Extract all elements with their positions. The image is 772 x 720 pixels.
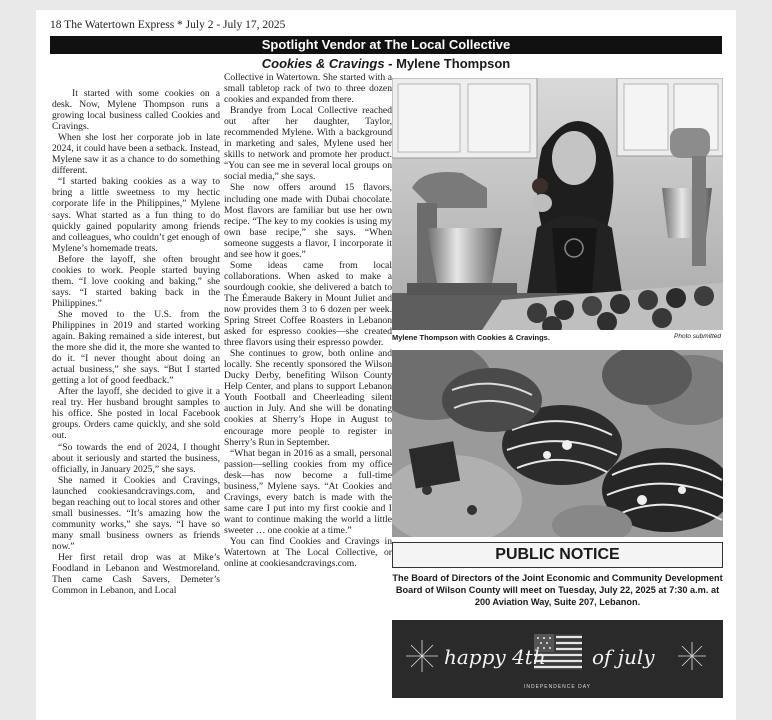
paragraph: Collective in Watertown. She started with a small tabletop rack of two to three dozen cookies and expanded from there. bbox=[224, 72, 392, 106]
newspaper-page bbox=[36, 10, 736, 720]
public-notice-title: PUBLIC NOTICE bbox=[392, 542, 723, 568]
independence-day-ad bbox=[392, 620, 723, 698]
paragraph: She continues to grow, both online and locally. She recently sponsored the Wilson Ducky Derby, benefiting Wilson County Help Center, and plans to support Lebanon Youth Football and Cheerleading silent auction in July. And she will be donating cookies at Sherry’s Hope in August to encourage more people to register in Sherry’s Run in September. bbox=[224, 348, 392, 448]
paragraph: Before the layoff, she often brought cookies to work. People started buying them. “I love cooking and baking,” she says. “I started baking back in the Philippines.” bbox=[52, 253, 220, 309]
article-column-2 bbox=[224, 72, 392, 569]
photo-caption bbox=[392, 333, 723, 345]
section-banner: Spotlight Vendor at The Local Collective bbox=[50, 36, 722, 54]
paragraph: Her first retail drop was at Mike’s Foodland in Lebanon and Westmoreland. Then came Cash Savers, Demeter’s Common in Lebanon, and Local bbox=[52, 551, 220, 597]
vendor-photo-illustration bbox=[392, 78, 723, 330]
paragraph: Brandye from Local Collective reached out after her daughter, Taylor, recommended Mylene. With a background in marketing and sales, Mylene used her skills to network and promote her product. “You can see me in several local groups on social media,” she says. bbox=[224, 105, 392, 183]
ad-script-right: of july bbox=[592, 645, 655, 669]
page-folio: 18 The Watertown Express * July 2 - July 17, 2025 bbox=[50, 19, 286, 31]
paragraph: Some ideas came from local collaborations. When asked to make a sourdough cookie, she delivered a batch to The Émeraude Bakery in Mount Juliet and now provides them 3 to 6 dozen per week. Spring Street Coffee Roasters in Lebanon asked for espresso cookies—she created three flavors using their espresso powder. bbox=[224, 259, 392, 349]
headline-person: Mylene Thompson bbox=[396, 56, 511, 71]
paragraph: After the layoff, she decided to give it a real try. Her husband brought samples to his office. She posted in local Facebook groups. Orders came quickly, and she sold out. bbox=[52, 386, 220, 442]
paragraph: “What began in 2016 as a small, personal passion—selling cookies from my office desk—has now become a full-time business,” Mylene says. “At Cookies and Cravings, every batch is made with the same care I put into my first cookie and I want to continue making the world a little sweeter … one cookie at a time.” bbox=[224, 447, 392, 536]
paragraph: She named it Cookies and Cravings, launched cookiesandcravings.com, and began reaching out to local stores and other small businesses. “It’s amazing how the community works,” she says. “I have so many small business owners as friends now.” bbox=[52, 474, 220, 552]
public-notice-body: The Board of Directors of the Joint Economic and Community Development Board of Wilson County will meet on Tuesday, July 22, 2025 at 7:30 a.m. at 200 Aviation Way, Suite 207, Lebanon. bbox=[392, 573, 723, 607]
photo-caption-text: Mylene Thompson with Cookies & Cravings. bbox=[392, 333, 550, 342]
headline-separator: - bbox=[384, 56, 397, 71]
photo-credit: Photo submitted bbox=[674, 333, 721, 340]
paragraph: You can find Cookies and Cravings in Watertown at The Local Collective, or online at cookiesandcravings.com. bbox=[224, 535, 392, 570]
article-headline bbox=[50, 56, 722, 71]
headline-business: Cookies & Cravings bbox=[261, 56, 385, 71]
paragraph: When she lost her corporate job in late 2024, it could have been a setback. Instead, Mylene saw it as a chance to do something different. bbox=[52, 132, 220, 177]
paragraph: She now offers around 15 flavors, including one made with Dubai chocolate. Most flavors are familiar but use her own recipe. “The key to my cookies is using my own base recipe,” she says. “When someone suggests a flavor, I incorporate it and see how it goes.” bbox=[224, 182, 392, 260]
paragraph: “I started baking cookies as a way to bring a little sweetness to my hectic corporate life in the Philippines,” Mylene says. What started as a fun thing to do quickly gained popularity among friends and colleagues, who couldn’t get enough of Mylene’s homemade treats. bbox=[52, 176, 220, 254]
article-column-1 bbox=[52, 88, 220, 596]
paragraph: She moved to the U.S. from the Philippines in 2019 and started working again. Baking remained a side interest, but the more she did it, the more she wanted to do it. “I never thought about doing an actual business,” she says. “But I started getting a lot of good feedback.” bbox=[52, 308, 220, 387]
cookies-photo bbox=[392, 350, 723, 537]
ad-script-left: happy 4th bbox=[444, 645, 546, 669]
ad-subtitle: INDEPENDENCE DAY bbox=[523, 684, 592, 690]
vendor-photo bbox=[392, 78, 723, 330]
paragraph: It started with some cookies on a desk. Now, Mylene Thompson runs a growing local business called Cookies and Cravings. bbox=[52, 88, 220, 133]
cookies-photo-illustration bbox=[392, 350, 723, 537]
paragraph: “So towards the end of 2024, I thought about it seriously and started the business, officially, in January 2025,” she says. bbox=[52, 441, 220, 475]
